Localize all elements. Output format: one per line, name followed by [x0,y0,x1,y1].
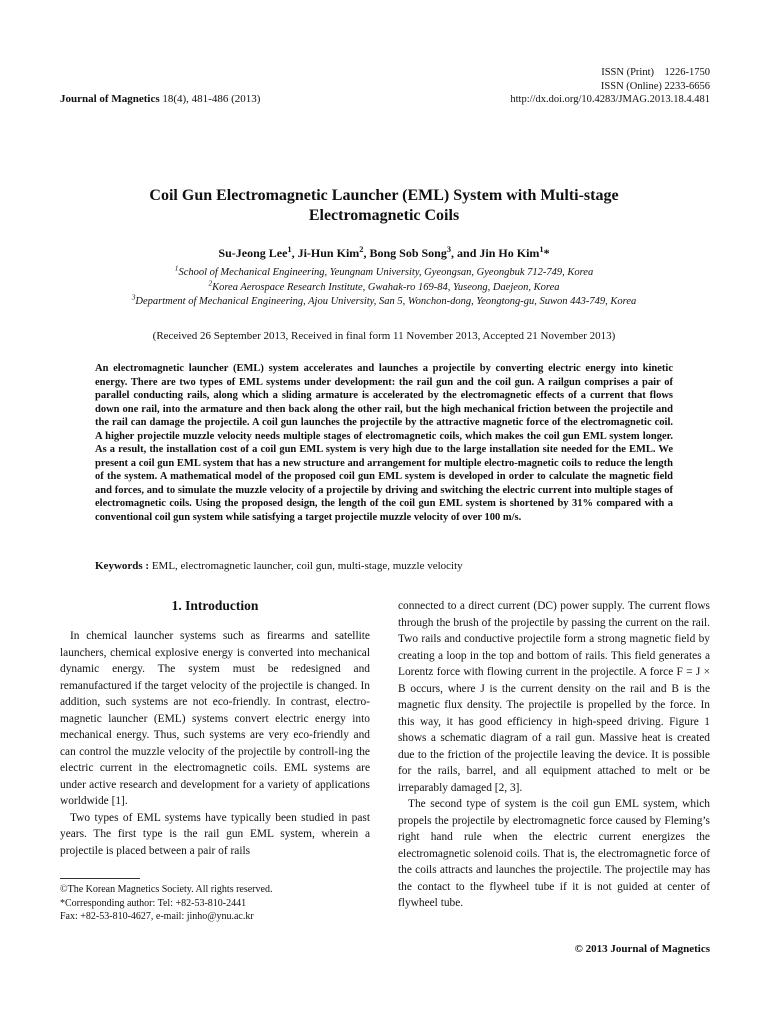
issn-online: ISSN (Online) 2233-6656 [600,80,710,92]
author-name: Bong Sob Song [369,246,447,260]
body-paragraph: The second type of system is the coil gun EML system, which propels the projectile by electromagnetic force caused by Fleming’s right hand rule when the electric current energizes the electromagnetic solenoid coils. That is, the electromagnetic force of the coils attracts and launches the projectile. The projectile may has the contact to the flywheel tube if it is not guided at center of flywheel tube. [398,798,710,909]
body-paragraph: Two types of EML systems have typically been studied in past years. The first type is the rail gun EML system, wherein a projectile is placed between a pair of rails [60,811,370,857]
paper-title-line2: Electromagnetic Coils [308,207,460,224]
affiliation-text: School of Mechanical Engineering, Yeungnam University, Gyeongsan, Gyeongbuk 712-749, Korea [178,267,594,278]
body-paragraph: In chemical launcher systems such as firearms and satellite launchers, chemical explosive energy is converted into mechanical dynamic energy. The system must be redesigned and remanufactured if the target velocity of the projectile is changed. In addition, such systems are not eco-friendly. In contrast, electro-magnetic launcher (EML) systems convert electric energy into mechanical energy. Thus, such systems are very eco-friendly and can control the muzzle velocity of the projectile by controll-ing the electric current in the electromagnetic coils. EML systems are under active research and development for a variety of applications worldwide [1]. [60,630,370,807]
received-dates: (Received 26 September 2013, Received in final form 11 November 2013, Accepted 21 November 2013) [152,330,616,342]
affiliation-mark: 3 [131,292,136,302]
journal-volume-pages: 18(4), 481-486 (2013) [162,93,261,105]
author-conjunction: and [457,246,477,260]
affiliation-mark: 2 [208,278,213,287]
section-title: 1. Introduction [171,598,259,613]
affiliation [60,292,708,310]
paper-title [60,186,708,226]
author-affil-mark: 1 [539,245,544,254]
keywords-label: Keywords : [95,560,150,572]
author-name: Ji-Hun Kim [297,246,360,260]
body-column-left [60,628,370,859]
footnote-divider [60,878,140,879]
journal-name: Journal of Magnetics [60,93,160,105]
contact-note: Fax: +82-53-810-4627, e-mail: jinho@ynu.ac.kr [60,911,254,922]
author-affil-mark: 1 [287,245,292,254]
affiliation-text: Korea Aerospace Research Institute, Gwahak-ro 169-84, Yuseong, Daejeon, Korea [212,281,560,293]
author-name: Jin Ho Kim [479,246,540,260]
page-footer: © 2013 Journal of Magnetics [574,943,710,955]
journal-citation [60,93,260,105]
doi-link[interactable]: http://dx.doi.org/10.4283/JMAG.2013.18.4.481 [510,94,710,105]
abstract: An electromagnetic launcher (EML) system accelerates and launches a projectile by converting electric energy into kinetic energy. There are two types of EML systems under development: the rail gun and the coil gun. A railgun comprises a pair of parallel conducting rails, along which a sliding armature is accelerated by the electromagnetic effects of a current that flows down one rail, into the armature and then back along the other rail, but the high mechanical friction between the projectile and the rail can damage the projectile. A coil gun launches the projectile by the attractive magnetic force of the electromagnetic coil. A higher projectile muzzle velocity needs multiple stages of electromagnetic coils, which makes the coil gun EML system longer. As a result, the installation cost of a coil gun EML system is very high due to the large installation site needed for the EML. We present a coil gun EML system that has a new structure and arrangement for multiple electro-magnetic coils to reduce the length of the system. A mathematical model of the proposed coil gun EML system is developed in order to calculate the magnetic field and forces, and to simulate the muzzle velocity of a projectile by driving and switching the electric current into multiple stages of electromagnetic coils. Using the proposed design, the length of the coil gun EML system is shortened by 31% compared with a conventional coil gun system while satisfying a target projectile muzzle velocity of over 100 m/s. [95,363,673,523]
author-affil-mark: 3 [446,245,452,254]
body-column-right [398,598,710,912]
issn-print: ISSN (Print) 1226-1750 [601,67,710,78]
author-name: Su-Jeong Lee [218,246,288,260]
corresponding-author-note: *Corresponding author: Tel: +82-53-810-2441 [60,897,247,909]
keywords [95,560,673,572]
affiliation [60,263,708,281]
footnotes [60,883,372,924]
affiliation [60,278,708,296]
author-list: Su-Jeong Lee$^1$, Ji-Hun Kim$^2$, Bong Sob Song$^3$, and Jin Ho Kim$^1$* [218,245,550,260]
affiliations [60,263,708,310]
corresponding-mark: * [543,246,550,260]
issn-doi-block [510,66,710,107]
copyright-note: ©The Korean Magnetics Society. All rights reserved. [60,884,273,895]
paper-title-line1: Coil Gun Electromagnetic Launcher (EML) System with Multi-stage [149,187,619,204]
author-affil-mark: 2 [359,245,364,254]
affiliation-mark: 1 [174,263,179,273]
affiliation-text: Department of Mechanical Engineering, Ajou University, San 5, Wonchon-dong, Yeongtong-gu, Suwon 443-749, Korea [135,296,637,307]
keywords-text: EML, electromagnetic launcher, coil gun, multi-stage, muzzle velocity [151,560,463,572]
body-paragraph: connected to a direct current (DC) power supply. The current flows through the brush of the projectile by passing the current on the rail. Two rails and conductive projectile form a strong magnetic field by creating a loop in the top and bottom of rails. This field generates a Lorentz force with flowing current in the projectile. A force F = J × B occurs, where J is the current density on the rail and B is the magnetic flux density. The projectile is propelled by the force. In this way, it has good efficiency in high-speed driving. Figure 1 shows a schematic diagram of a rail gun. Massive heat is created due to the friction of the projectile leaving the device. It is possible for the rails, barrel, and all equipment attached to melt or be irreparably damaged [2, 3]. [398,600,710,794]
